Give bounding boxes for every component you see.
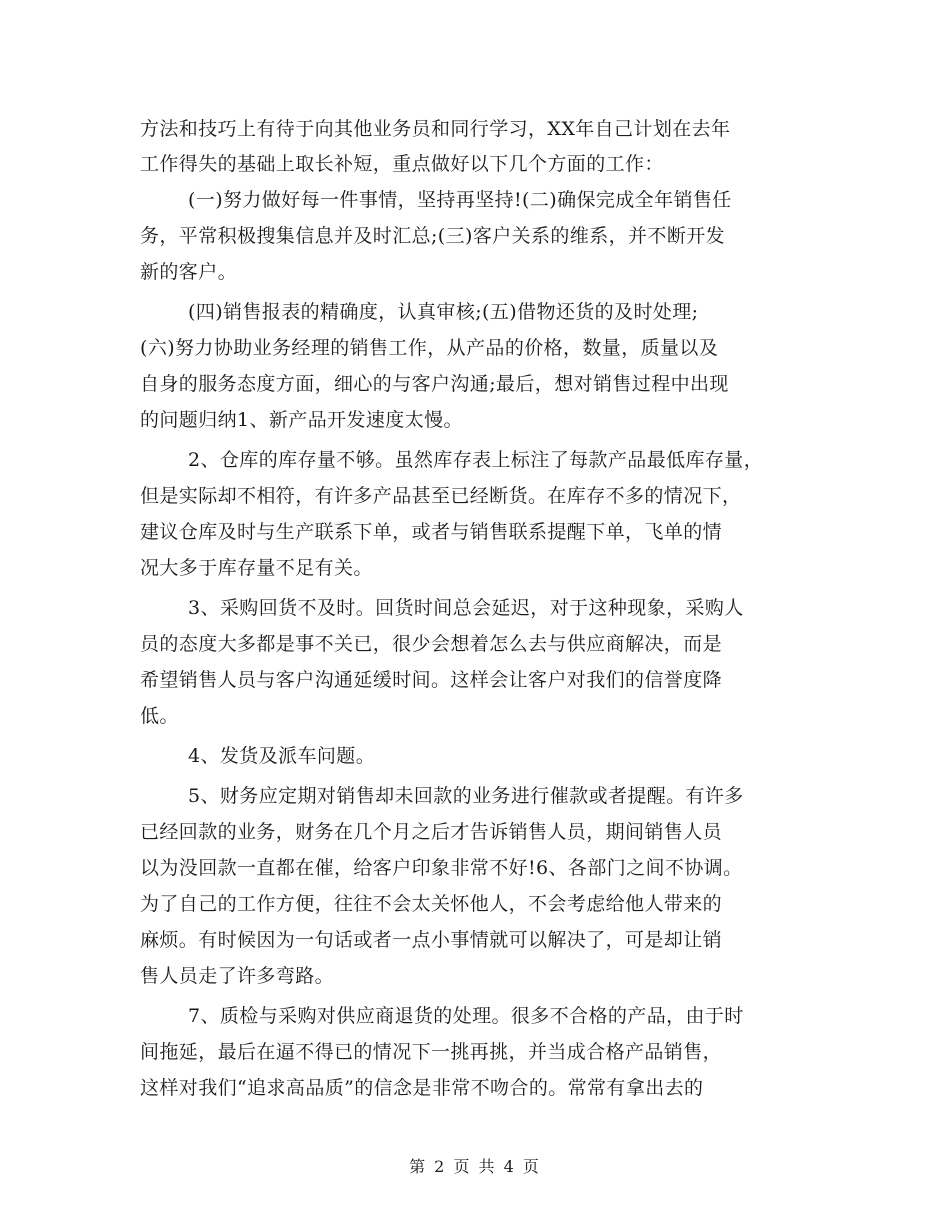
- text-line: 况大多于库存量不足有关。: [140, 557, 373, 579]
- text-line: 4、发货及派车问题。: [188, 745, 376, 767]
- text-line: (一)努力做好每一件事情，坚持再坚持!(二)确保完成全年销售任: [188, 189, 732, 211]
- text-line: 5、财务应定期对销售却未回款的业务进行催款或者提醒。有许多: [188, 785, 744, 807]
- text-line: 以为没回款一直都在催，给客户印象非常不好!6、各部门之间不协调。: [140, 857, 743, 879]
- text-line: 务，平常积极搜集信息并及时汇总;(三)客户关系的维系，并不断开发: [140, 225, 726, 247]
- text-line: 3、采购回货不及时。回货时间总会延迟，对于这种现象，采购人: [188, 597, 744, 619]
- text-line: 2、仓库的库存量不够。虽然库存表上标注了每款产品最低库存量，: [188, 449, 764, 471]
- text-line: 希望销售人员与客户沟通延缓时间。这样会让客户对我们的信誉度降: [140, 669, 723, 691]
- text-line: 为了自己的工作方便，往往不会太关怀他人，不会考虑给他人带来的: [140, 893, 723, 915]
- text-line: 7、质检与采购对供应商退货的处理。很多不合格的产品，由于时: [188, 1005, 744, 1027]
- text-line: 间拖延，最后在逼不得已的情况下一挑再挑，并当成合格产品销售，: [140, 1041, 723, 1063]
- text-line: 的问题归纳1、新产品开发速度太慢。: [140, 409, 463, 431]
- text-line: 已经回款的业务，财务在几个月之后才告诉销售人员，期间销售人员: [140, 821, 723, 843]
- text-line: 但是实际却不相符，有许多产品甚至已经断货。在库存不多的情况下，: [140, 485, 742, 507]
- text-line: 建议仓库及时与生产联系下单，或者与销售联系提醒下单，飞单的情: [140, 521, 723, 543]
- text-line: 这样对我们“追求高品质”的信念是非常不吻合的。常常有拿出去的: [140, 1077, 704, 1099]
- text-line: (六)努力协助业务经理的销售工作，从产品的价格，数量，质量以及: [140, 337, 719, 359]
- text-line: 低。: [140, 705, 179, 727]
- text-line: 麻烦。有时候因为一句话或者一点小事情就可以解决了，可是却让销: [140, 929, 723, 951]
- text-line: 员的态度大多都是事不关已，很少会想着怎么去与供应商解决，而是: [140, 633, 723, 655]
- text-line: 售人员走了许多弯路。: [140, 965, 335, 987]
- text-line: 自身的服务态度方面，细心的与客户沟通;最后，想对销售过程中出现: [140, 373, 729, 395]
- page-number-footer: 第 2 页 共 4 页: [409, 1157, 541, 1176]
- text-line: 工作得失的基础上取长补短，重点做好以下几个方面的工作：: [140, 153, 664, 175]
- text-line: 新的客户。: [140, 261, 238, 283]
- text-line: 方法和技巧上有待于向其他业务员和同行学习，XX年自己计划在去年: [140, 118, 731, 140]
- text-line: (四)销售报表的精确度，认真审核;(五)借物还货的及时处理;: [188, 301, 699, 323]
